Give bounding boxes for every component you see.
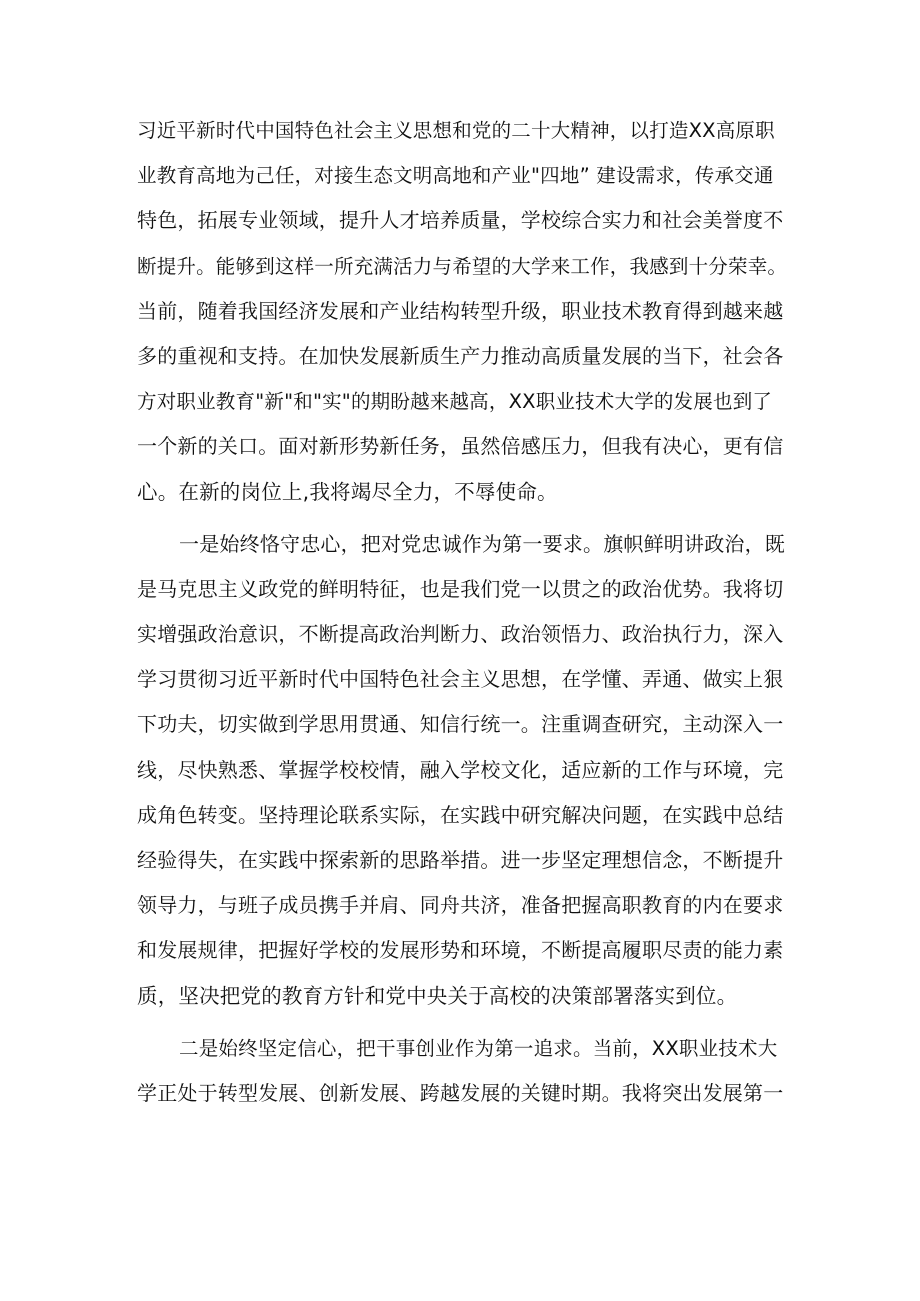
text-line: 是马克思主义政党的鲜明特征，也是我们党一以贯之的政治优势。我将切 xyxy=(137,576,784,601)
text-line: 特色，拓展专业领域，提升人才培养质量，学校综合实力和社会美誉度不 xyxy=(137,208,784,233)
text-line: 心。在新的岗位上,我将竭尽全力，不辱使命。 xyxy=(137,479,558,504)
text-line: 领导力，与班子成员携手并肩、同舟共济，准备把握高职教育的内在要求 xyxy=(137,893,784,918)
text-line: 实增强政治意识，不断提高政治判断力、政治领悟力、政治执行力，深入 xyxy=(137,622,784,647)
paragraph-intro xyxy=(137,108,787,515)
text-line: 下功夫，切实做到学思用贯通、知信行统一。注重调查研究，主动深入一 xyxy=(137,712,784,737)
text-line: 质，坚决把党的教育方针和党中央关于高校的决策部署落实到位。 xyxy=(137,983,738,1008)
text-line: 学习贯彻习近平新时代中国特色社会主义思想，在学懂、弄通、做实上狠 xyxy=(137,667,784,692)
text-line: 经验得失，在实践中探索新的思路举措。进一步坚定理想信念，不断提升 xyxy=(137,848,784,872)
paragraph-loyalty xyxy=(137,522,787,1019)
text-line: 一个新的关口。面对新形势新任务，虽然倍感压力，但我有决心，更有信 xyxy=(137,434,784,459)
text-line: 二是始终坚定信心，把干事创业作为第一追求。当前，XX职业技术大 xyxy=(179,1036,778,1060)
text-line: 习近平新时代中国特色社会主义思想和党的二十大精神，以打造XX高原职 xyxy=(137,119,775,142)
document-body xyxy=(137,108,787,1116)
text-line: 方对职业教育"新"和"实"的期盼越来越高，XX职业技术大学的发展也到了 xyxy=(137,390,773,414)
text-line: 成角色转变。坚持理论联系实际，在实践中研究解决问题，在实践中总结 xyxy=(137,802,784,827)
text-line: 多的重视和支持。在加快发展新质生产力推动高质量发展的当下，社会各 xyxy=(137,343,784,368)
text-line: 一是始终恪守忠心，把对党忠诚作为第一要求。旗帜鲜明讲政治，既 xyxy=(179,531,785,556)
text-line: 断提升。能够到这样一所充满活力与希望的大学来工作，我感到十分荣幸。 xyxy=(137,254,788,278)
text-line: 业教育高地为己任，对接生态文明高地和产业"四地” 建设需求，传承交通 xyxy=(137,164,774,188)
text-line: 线，尽快熟悉、掌握学校校情，融入学校文化，适应新的工作与环境，完 xyxy=(137,757,784,782)
text-line: 学正处于转型发展、创新发展、跨越发展的关键时期。我将突出发展第一 xyxy=(137,1080,784,1105)
text-line: 当前，随着我国经济发展和产业结构转型升级，职业技术教育得到越来越 xyxy=(137,298,784,323)
paragraph-confidence xyxy=(137,1026,787,1116)
text-line: 和发展规律，把握好学校的发展形势和环境，不断提高履职尽责的能力素 xyxy=(137,938,784,963)
